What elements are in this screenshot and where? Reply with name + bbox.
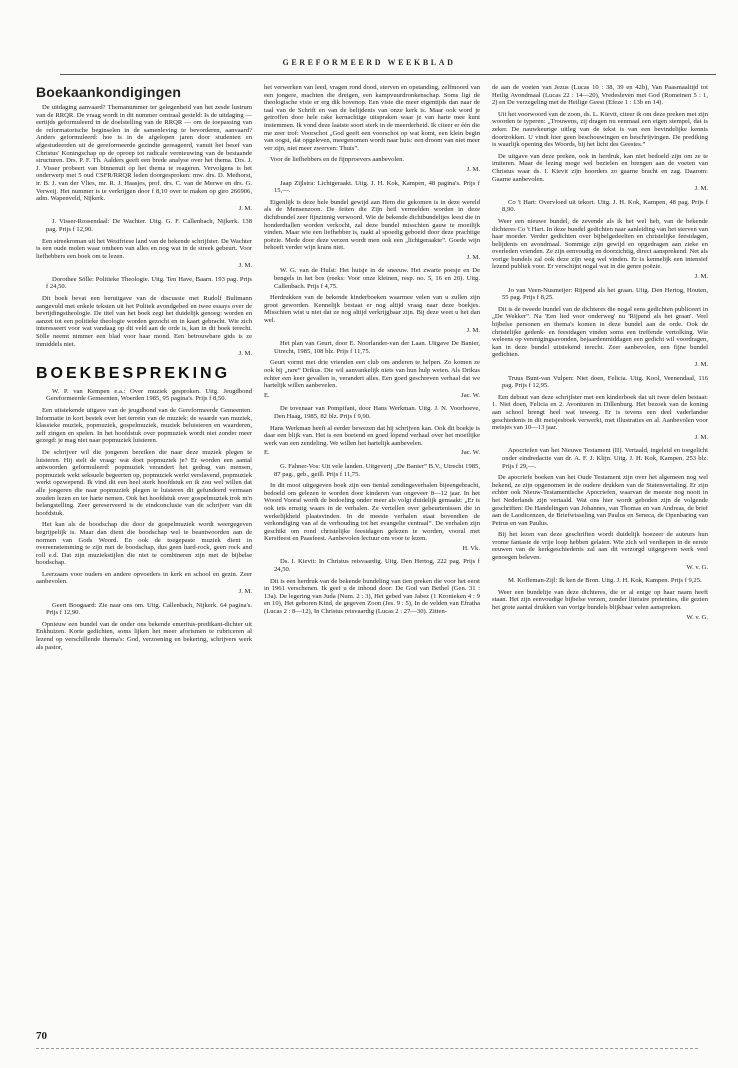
paragraph: Dit is een herdruk van de bekende bundeling van tien preken die voor het eerst in 1961 verschenen. Ik geef u de inhoud door: De God van Bethel (Gen. 31 : 13a). De legering van Juda (Num. 2 : 3), Het gebed van Jabez (1 Kronieken 4 : 9 en 10), Het geboren Kind, de gegeven Zoon (Jes. 9 : 5), In de velden van Efratha (Lucas 2 : 8—12), In Christus reisvaardig (Lucas 2 : 27—30). Zitten- — [264, 577, 480, 616]
signature: J. M. — [694, 361, 708, 368]
paragraph: Een streekroman uit het Westfriese land van de bekende schrijfster. De Wachter is een oude molen waar omheen van alles en nog wat in de streek gebeurt. Voor liefhebbers een boek om te lezen. — [36, 237, 252, 260]
paragraph: Het kan als de boodschap die door de gospelmuziek wordt weergegeven begrijpelijk is. Maar dan dient die boodschap wel te beantwoorden aan de normen van Gods Woord. En ook de toegepaste muziek dient in overeenstemming te zijn met de boodschap, dus geen hard-rock, geen rock and roll e.d. Dat zijn muziekstijlen die niet te combineren zijn met de bijbelse boodschap. — [36, 521, 252, 567]
page-number: 70 — [36, 1030, 47, 1042]
paragraph: De apocriefe boeken van het Oude Testament zijn over het algemeen nog wel bekend, ze zijn opgenomen in de oudere drukken van de Statenvertaling. Er zijn echter ook Nieuw-Testamentische Apocriefen, waarvan de meeste nog nooit in het Nederlands zijn vertaald. Wat ons hier wordt geboden zijn de volgende geschriften: De Handelingen van Johannes, van Thomas en van Andreas, de brief aan de Laodicenzen, de Briefwisseling van Paulus en Seneca, de Openbaring van Petrus en van Paulus. — [492, 474, 708, 527]
paragraph: Leerzaam voor ouders en andere opvoeders in kerk en school en gezin. Zeer aanbevolen. — [36, 570, 252, 586]
signature: J. M. — [694, 185, 708, 193]
column-3 — [492, 84, 708, 1029]
book-entry-title: Co 't Hart: Overvloed uit tekort. Uitg. J. H. Kok, Kampen, 48 pag. Prijs f 8,90. — [502, 198, 708, 214]
paragraph: Dit is de tweede bundel van de dichteres die nogal eens gedichten publiceert in „De Wekker”. Na 'Een lied voor onderweg' nu 'Rijpend als het graan'. Veel bijbelse personen en thema's komen in deze bundel aan de orde. Ook de christelijke gedenk- en feestdagen vinden soms een treffende vertolking. Wie weleens op verenigingsavonden, bejaardenmiddagen een gedicht wil voordragen, kan in deze bundel uitstekend terecht. Zeer aanbevolen, een fijne bundel gedichten. — [492, 305, 708, 359]
footer-rule — [36, 1048, 698, 1049]
paragraph: Dit boek bevat een heruitgave van de discussie met Rudolf Bultmann aangevuld met enkele teksten uit het Politek avondgebed en twee essays over de bevrijdingstheologie. De titel van het boek zegt het duidelijk genoeg: worden en aanzet tot een politieke theologie worden gezocht en in kaart gebracht. Wie zich interesseert voor wat vandaag op dit veld aan de orde is, kan in dit boek terecht. Sölle neemt nimmer een blad voor haar mond. Een betrouwbare gids is ze inmiddels niet. — [36, 295, 252, 348]
book-entry-title: Geert Boogaard: Zie naar ons om. Uitg. Callenbach, Nijkerk. 64 pagina's. Prijs f 12,90. — [46, 601, 252, 617]
header-rule — [60, 74, 716, 75]
signature: J. M. — [466, 326, 480, 334]
paragraph: In dit mooi uitgegeven boek zijn een tiental zendingsverhalen bijeengebracht, bedoeld om gelezen te worden door kinderen van ongeveer 8—12 jaar. In het Woord Vooraf wordt de bedoeling onder meer als volgt duidelijk gemaakt: „Er is ook iets ernstig waars in de verhalen. Ze vertellen over gebeurtenissen die in werkelijkheid plaatsvinden. In de meeste verhalen staat bovendien de verkondiging van af de verhouding tot het evangelie centraal”. De verhalen zijn geschikt om rond christelijke feestdagen gelezen te worden, vooral met Kerstfeest en Paasfeest. Aanbevolen lectuur om voor te lezen. — [264, 482, 480, 543]
paragraph: Voor de liefhebbers en de fijnproevers aanbevolen. — [270, 156, 405, 164]
signature: J. M. — [694, 273, 708, 281]
paragraph: Eigenlijk is deze hele bundel gewijd aan Hem die gekomen is in deze wereld als de Mensenzoon. De feiten die Zijn heil vermelden worden in deze dichtbundel zeer fijnzinnig verwoord. Wie de bekende dichtbundeltjes leest die in honderdtallen worden verkocht, zal deze bundel misschien gauw te moeilijk vinden. Maar wie een liefhebber is, raakt al spoedig geboeid door deze prachtige poëzie. Mede door deze verzen wordt men ook een „lichtgeraakte”. Goede wijn behoeft verder wijn krans niet. — [264, 198, 480, 252]
paragraph: Weer een nieuwe bundel, de zevende als ik het wel heb, van de bekende dichteres Co 't Hart. In deze bundel gedichten naar aanleiding van het sterven van haar moeder. Verder gedichten over bijbelgedeelten en christelijke feestdagen, belijdenis en avondmaal. Sommige zijn gewijd en opgedragen aan zieke en overleden vrienden. Ze zijn eenvoudig en doorzichtig, direct aansprekend. Net als vorige bundels zal ook deze zijn weg wel vinden. Er is kennelijk een intensief lezend publiek voor. Er verschijnt nogal wat in die genre poëzie. — [492, 217, 708, 271]
paragraph: Een uitstekende uitgave van de jeugdbond van de Gereformeerde Gemeenten. Informatie in kort bestek over het terrein van de muziek: de waarde van muziek, klassieke muziek, popmuziek, gospelmuziek, muziek beluisteren en waarderen, zelf zingen en spelen. In het hoofdstuk over popmuziek wordt niet zonder meer gezegd: je mag niet naar popmuziek luisteren. — [36, 407, 252, 445]
book-entry-title: Ds. I. Kievit: In Christus reisvaardig. Uitg. Den Hertog, 222 pag. Prijs f 24,50. — [274, 558, 480, 574]
paragraph: Geurt vormt met drie vrienden een club om anderen te helpen. Zo komen ze ook bij „rare” Drikus. Die wil aanvankelijk niets van hun hulp weten. Als Drikus echter een keer gevallen is, verandert alles. Een goed geschreven verhaal dat we hartelijk willen aanbevelen. — [264, 359, 480, 390]
book-entry-title: Dorothee Sölle: Politieke Theologie. Uitg. Ten Have, Baarn. 193 pag. Prijs f 24,50. — [46, 275, 252, 291]
paragraph: het verwerken van leed, vragen rond dood, sterven en opstanding, zelfmoord van een jongere, machten die dreigen, een kampvuurdronkenschap. Soms ligt de theologische visie er erg dik bovenop. Een visie die meer eigentijds dan naar de taal van de Schrift en van de belijdenis van onze kerk is. Maar ook word je getroffen door hele rake kernachtige uitspraken waar je van harte mee kunt instemmen. Ik vond deze laatste soort sterk in de meerderheid. Ik citeer er één die me zeer trof: Voorschot „God geeft een voorschot op wat komt, een klein begin van oogst, dat opgeleven, meegenomen wordt naar huis: een droom van niet meer ver zijn, niet meer zwerven: Thuis”. — [264, 84, 480, 152]
signature: W. v. G. — [686, 563, 708, 571]
signature: J. M. — [238, 204, 252, 212]
signature: J. M. — [694, 433, 708, 441]
book-entry-title: Apocriefen van het Nieuwe Testament (II). Vertaald, ingeleid en toegelicht onder eindredactie van dr. A. F. J. Klijn. Uitg. J. H. Kok, Kampen. 253 blz. Prijs f 29,—. — [502, 447, 708, 470]
signature: J. M. — [238, 262, 252, 270]
column-1 — [36, 84, 252, 1024]
paragraph: Weer een bundeltje van deze dichteres, die er al enige op haar naam heeft staan. Het zijn eenvoudige bijbelse verzen, zonder literaire pretenties, die gezien het grote aantal drukken van vorige bundels blijkbaar velen aanspreken. — [492, 588, 708, 612]
signature: J. M. — [238, 588, 252, 596]
paragraph: Uit het voorwoord van de zoon, ds. L. Kievit, citeer ik om deze preken met zijn woorden te typeren: „Trouwens, zij dragen nu eenmaal een eigen stempel, dat is zeker. De nauwkeurige uitleg van de tekst is van een bevindelijke kennis doortrokken. U vindt hier geen beschouwingen en beschrijvingen. De prediking is waarlijk opening des Woords, bij het licht des Geestes.” — [492, 110, 708, 149]
book-entry-title: W. P. van Kempen e.a.: Over muziek gesproken. Uitg. Jeugdbond Gereformeerde Gemeenten, Woerden 1985, 95 pagina's. Prijs f 8,50. — [46, 387, 252, 403]
paragraph: Een debuut van deze schrijfster met een kinderboek dat uit twee delen bestaat: 1. Niet doen, Felicia en 2. Avonturen in Dillenburg. Het bezoek van de koning aan school brengt heel wat teweeg. Er is tevens een deel vaderlandse geschiedenis in dit meisjesboek verwerkt, met illustraties en al. Aanbevolen voor meisjes van 10—13 jaar. — [492, 393, 708, 432]
book-entry-title: Jaap Zijlstra: Lichtgeraakt. Uitg. J. H. Kok, Kampen, 48 pagina's. Prijs f 15,—. — [274, 179, 480, 195]
paragraph: Hans Werkman heeft al eerder bewezen dat hij schrijven kan. Ook dit boekje is daar een blijk van. Het is een boeiend en goed lopend verhaal over het moeilijke werk van een zendeling. We willen het hartelijk aanbevelen. — [264, 424, 480, 447]
paragraph: De uitdaging aanvaard? Themanummer ter gelegenheid van het zesde lustrum van de RRQR. De vraag wordt in dit nummer centraal gesteld: Is de uitdaging — eertijds geformuleerd in de doelstelling van de RRQR — om de toepassing van de reformatorische beginselen in de samenleving te bevorderen, aanvaard? Anders geformuleerd: hoe is in de afgelopen jaren door studenten en afgestudeerden uit de gereformeerde gezindte gereageerd, vanuit het besef van Christus' Koningschap op de oproep tot radicale vernieuwing van de bestaande structuren. Drs. P. F. Th. Aalders geeft een brede analyse over het thema. Drs. J. J. Visser probeert van binnenuit op het thema te reageren. Vervolgens is het onderwerp met 5 oud CSFR/RRQR leden doorgesproken: mw. drs. D. Methorst, ir. B. J. van der Vlies, mr. R. J. Haasjes, prof. drs. C. van de Merwe en drs. G. Verweij. Het nummer is te verkrijgen door f 8,10 over te maken op giro 266906, adm. Wapenveld, Nijkerk. — [36, 104, 252, 203]
book-entry-title: Het plan van Geurt, door E. Noorlander-van der Laan. Uitgave De Banier, Utrecht, 1985, 108 blz. Prijs f 11,75. — [274, 340, 480, 355]
section-heading-announcements: Boekaankondigingen — [36, 84, 182, 100]
masthead: GEREFORMEERD WEEKBLAD — [282, 58, 456, 67]
book-entry-title: De tovenaar van Pompifani, door Hans Werkman. Uitg. J. N. Voorhoeve, Den Haag, 1985, 82 blz. Prijs f 9,90. — [274, 405, 480, 420]
section-heading-reviews: BOEKBESPREKING — [36, 364, 231, 382]
signature: W. v. G. — [686, 613, 708, 621]
paragraph: De schrijver wil die jongeren bereiken die naar deze muziek plegen te luisteren. Hij stelt de vraag: wat doet popmuziek je? Er worden een aantal antwoorden geformuleerd: popmuziek verandert het gedrag van mensen, popmuziek wekt seksuele begeerten op, popmuziek werkt verslavend, popmuziek werkt opzwepend. Ik vind dit een heel sterk hoofdstuk en ik zou wel willen dat alle jongeren die naar popmuziek plegen te luisteren dit gefundeerd vermaan zouden lezen en ter harte nemen. Ook het hoofdstuk over gospelmuziek trok m'n belangstelling. Zeer gereserveerd is de eindconclusie van de schrijver van dit hoofdstuk. — [36, 448, 252, 517]
book-entry-title: W. G. van de Hulst: Het huisje in de sneeuw. Het zwarte poesje en De bengels in het bos (reeks: Voor onze kleinen, resp. no. 5, 16 en 20). Uitg. Callenbach. Prijs f 4,75. — [274, 267, 480, 290]
paragraph: Herdrukken van de bekende kinderboeken waarmee velen van u zullen zijn groot geworden. Kennelijk bestaat er nog altijd vraag naar deze boekjes. Misschien wist u niet dat ze nog altijd verkrijgbaar zijn. Bij deze weet u het dan wel. — [264, 294, 480, 325]
signature: J. M. — [466, 253, 480, 261]
paragraph: de aan de voeten van Jezus (Lucas 10 : 38, 39 en 42b), Van Paasmaaltijd tot Heilig Avondmaal (Lucas 22 : 14—20), Vredesleven met God (Romeinen 5 : 1, 2) en De verzegeling met de Heilige Geest (Efeze 1 : 13b en 14). — [492, 84, 708, 107]
signature-left: E. — [264, 391, 270, 399]
book-entry-title: J. Visser-Rossendaal: De Wachter. Uitg. G. F. Callenbach, Nijkerk. 138 pag. Prijs f 12,90. — [46, 218, 252, 233]
paragraph: Opnieuw een bundel van de onder ons bekende emeritus-predikant-dichter uit Enkhuizen. Korte gedichten, soms lijken het meer aforismen te rubriceren al lezend op verschillende thema's: God, verzoening en bekering, schrijvers werk als pastor, — [36, 620, 252, 651]
signature-row — [264, 449, 480, 457]
book-entry-title: M. Koffeman-Zijl: Ik ken de Bron. Uitg. J. H. Kok, Kampen. Prijs f 9,25. — [508, 577, 702, 585]
book-entry-title: G. Fahner-Vos: Uit vele landen. Uitgeverij „De Banier” B.V., Utrecht 1985, 87 pag., geb., geill. Prijs f 11,75. — [274, 462, 480, 478]
signature-row — [264, 392, 480, 400]
signature-right: Jac. W. — [461, 449, 480, 457]
paragraph: De uitgave van deze preken, ook in herdruk, kan niet bedoeld zijn om ze te imiteren. Maar de lezing moge wel bezielen en brengen aan de voeten van Christus waar ds. I. Kievit zijn hoorders zo gaarne bracht en zag. Daarom: Gaarne aanbevolen. — [492, 152, 708, 183]
paragraph: Bij het lezen van deze geschriften wordt duidelijk hoezeer de auteurs hun vrome fantasie de vrije loop hebben gelaten. Wie zich wil verdiepen in de eerste eeuwen van de kerkgeschiedenis zal aan dit verzorgd uitgegeven werk veel genoegen beleven. — [492, 531, 708, 562]
signature: J. M. — [238, 350, 252, 358]
signature: J. M. — [466, 165, 480, 173]
book-entry-title: Jo van Veen-Nusmeijer: Rijpend als het graan. Uitg. Den Hertog, Houten, 55 pag. Prijs f 8,25. — [502, 286, 708, 302]
signature-left: E. — [264, 449, 270, 457]
signature: H. Vk. — [462, 544, 480, 552]
column-2 — [264, 84, 480, 1029]
book-entry-title: Truus Bunt-van Vulpen: Niet doen, Felicia. Uitg. Kool, Veenendaal, 116 pag. Prijs f 12,95. — [502, 374, 708, 390]
signature-right: Jac. W. — [461, 391, 480, 399]
